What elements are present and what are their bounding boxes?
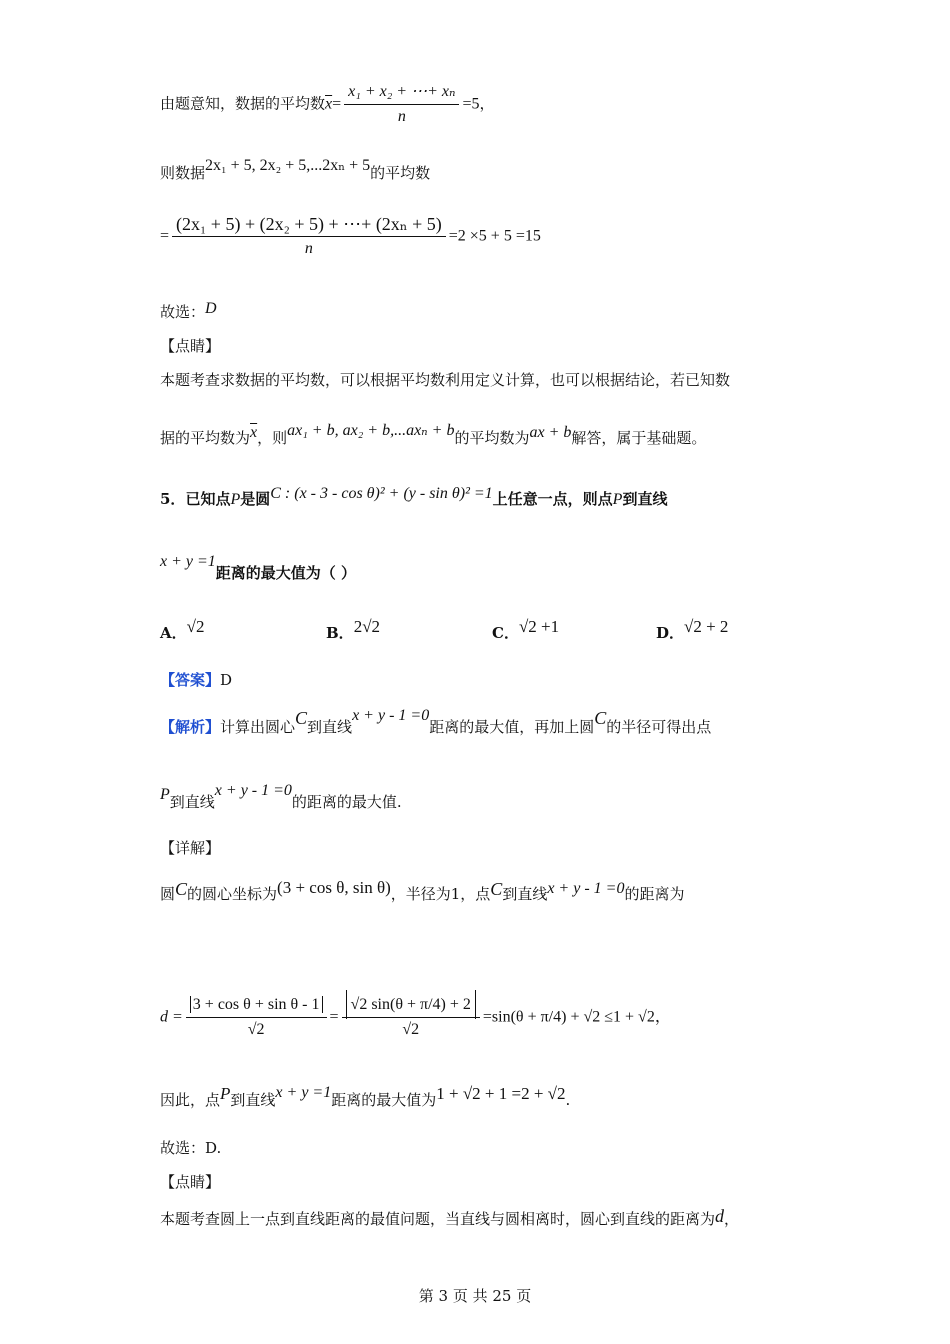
math: (3 + cos θ, sin θ) xyxy=(277,878,391,897)
option-value: √2 xyxy=(186,617,205,636)
option-a xyxy=(160,616,205,642)
detail-heading: 【详解】 xyxy=(160,839,221,857)
text: 的平均数 xyxy=(370,164,431,182)
analysis-tag: 【解析】 xyxy=(160,718,221,736)
option-value: 2√2 xyxy=(353,617,381,636)
math: d = xyxy=(160,1008,183,1026)
math: = xyxy=(332,95,342,113)
math: C xyxy=(594,708,607,728)
text: 计算出圆心 xyxy=(220,718,296,736)
text: 故选： xyxy=(160,303,206,321)
answer-tag: 【答案】 xyxy=(160,671,221,689)
numerator: 3 + cos θ + sin θ - 1 xyxy=(190,996,323,1013)
text: 上任意一点，则点 xyxy=(492,490,613,508)
math: $\overline{x}$ xyxy=(250,424,258,441)
math: x + y =1 xyxy=(275,1084,332,1101)
text: 则数据 xyxy=(160,164,206,182)
math: x + y - 1 =0 xyxy=(547,880,625,897)
text: 圆 xyxy=(160,885,176,903)
math: C xyxy=(175,879,188,899)
math: =2 ×5 + 5 =15 xyxy=(448,227,541,245)
math: x + y =1 xyxy=(160,553,216,570)
math: P xyxy=(230,491,241,508)
math: C : (x - 3 - cos θ)² + (y - sin θ)² =1 xyxy=(270,485,493,502)
math: x + y - 1 =0 xyxy=(214,782,292,799)
text: 据的平均数为 xyxy=(160,429,251,447)
distance-formula xyxy=(160,995,671,1040)
analysis-line xyxy=(160,707,712,738)
text: 本题考查圆上一点到直线距离的最值问题，当直线与圆相离时，圆心到直线的距离为 xyxy=(160,1210,716,1228)
math: P xyxy=(160,786,170,803)
mean-line xyxy=(160,82,495,127)
paragraph: 本题考查求数据的平均数，可以根据平均数利用定义计算，也可以根据结论，若已知数 xyxy=(160,371,731,389)
data-line xyxy=(160,157,431,184)
math: =sin(θ + π/4) + √2 ≤1 + √2， xyxy=(482,1008,671,1026)
option-c xyxy=(492,616,560,642)
question-number: 5． xyxy=(160,490,186,508)
option-label: B． xyxy=(326,624,354,642)
math: D xyxy=(205,300,217,317)
question-5 xyxy=(160,485,668,510)
text: ， xyxy=(724,1210,740,1228)
math: ax₁ + b, ax₂ + b,...axₙ + b xyxy=(287,422,455,439)
text: 到直线 xyxy=(622,490,668,508)
text: 的圆心坐标为 xyxy=(187,885,278,903)
text: 的平均数为 xyxy=(454,429,530,447)
math: 2x₁ + 5, 2x₂ + 5,...2xₙ + 5 xyxy=(205,157,371,174)
dianjing-heading: 【点睛】 xyxy=(160,337,221,355)
paragraph xyxy=(160,1208,739,1229)
text: 的距离的最大值. xyxy=(291,793,402,811)
math: = xyxy=(329,1008,339,1026)
option-label: C． xyxy=(492,624,519,642)
text: 距离的最大值，再加上圆 xyxy=(429,718,595,736)
page-footer: 第 3 页 共 25 页 xyxy=(418,1287,532,1305)
text: 解答，属于基础题。 xyxy=(571,429,707,447)
fraction-1 xyxy=(186,995,327,1040)
question-5-cont xyxy=(160,553,357,584)
option-d xyxy=(656,616,729,642)
answer-value: D xyxy=(220,671,233,689)
numerator: x₁ + x₂ + ⋯+ xₙ xyxy=(344,82,459,105)
text: 到直线 xyxy=(169,793,215,811)
option-value: √2 + 2 xyxy=(684,617,729,636)
text: 已知点 xyxy=(185,490,231,508)
conclusion-line xyxy=(160,1084,571,1111)
text: 由题意知，数据的平均数 xyxy=(160,94,326,113)
math: ax + b xyxy=(529,424,572,441)
math: x + y - 1 =0 xyxy=(352,707,430,724)
answer-line xyxy=(160,670,232,690)
math: P xyxy=(612,491,623,508)
analysis-line-2 xyxy=(160,782,402,813)
text: 因此，点 xyxy=(160,1091,221,1109)
text: ，则 xyxy=(257,429,288,447)
denominator: n xyxy=(304,240,313,257)
math: d xyxy=(715,1206,725,1226)
option-value: √2 +1 xyxy=(518,617,560,636)
choose-line xyxy=(160,302,217,323)
detail-line xyxy=(160,878,685,905)
text: 到直线 xyxy=(307,718,353,736)
calc-fraction xyxy=(172,214,446,259)
math: =5 xyxy=(462,95,480,113)
choose-line-2: 故选：D. xyxy=(160,1139,222,1157)
math: = xyxy=(160,227,170,245)
numerator: (2x₁ + 5) + (2x₂ + 5) + ⋯+ (2xₙ + 5) xyxy=(172,214,446,237)
text: ， xyxy=(479,94,495,113)
denominator: √2 xyxy=(402,1021,420,1038)
option-label: A． xyxy=(160,624,187,642)
text: 到直线 xyxy=(230,1091,276,1109)
denominator: n xyxy=(397,108,406,125)
mean-symbol: $\overline{x}$ xyxy=(325,95,333,113)
text: 的距离为 xyxy=(624,885,685,903)
mean-fraction xyxy=(344,82,459,127)
text: 的半径可得出点 xyxy=(606,718,712,736)
numerator: √2 sin(θ + π/4) + 2 xyxy=(346,990,476,1019)
paragraph xyxy=(160,422,707,449)
option-b xyxy=(326,616,381,642)
text: 是圆 xyxy=(240,490,271,508)
math: P xyxy=(220,1084,231,1103)
math: 1 + √2 + 1 =2 + √2 xyxy=(436,1084,566,1103)
math: C xyxy=(295,708,308,728)
denominator: √2 xyxy=(247,1021,265,1038)
math: C xyxy=(490,879,503,899)
text: . xyxy=(565,1091,571,1109)
option-label: D． xyxy=(656,624,685,642)
fraction-2 xyxy=(342,995,480,1040)
mean-calc-line xyxy=(160,214,541,259)
dianjing-heading-2: 【点睛】 xyxy=(160,1173,221,1191)
text: 到直线 xyxy=(502,885,548,903)
text: 距离的最大值为（ ） xyxy=(215,564,357,582)
text: ，半径为1，点 xyxy=(390,885,491,903)
text: 距离的最大值为 xyxy=(331,1091,437,1109)
